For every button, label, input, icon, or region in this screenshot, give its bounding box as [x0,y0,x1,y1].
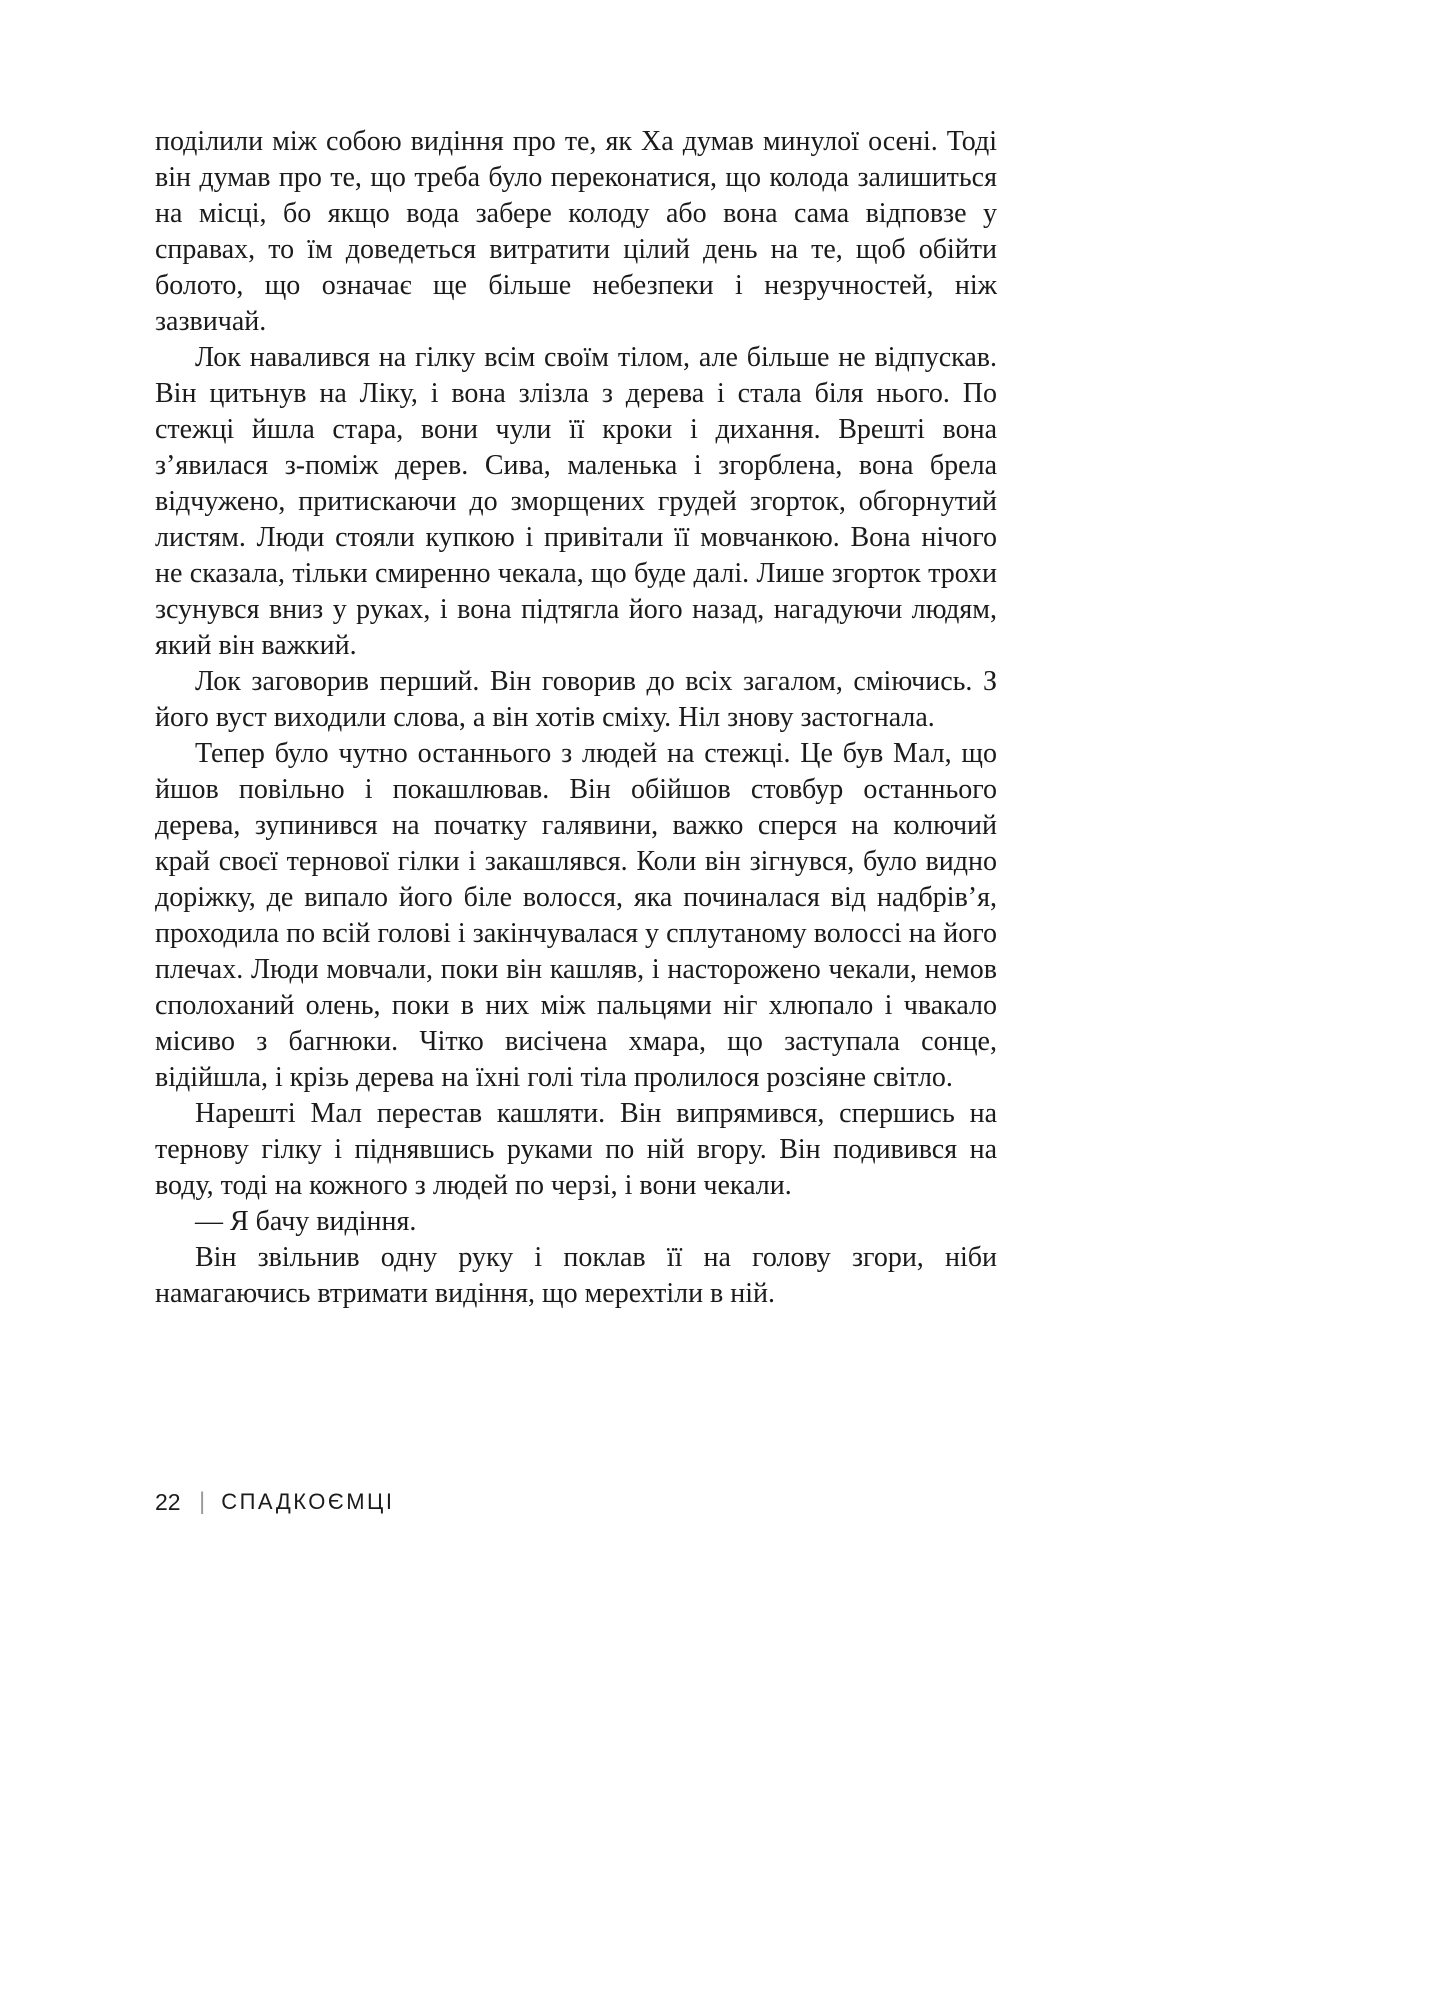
paragraph: Тепер було чутно останнього з людей на стежці. Це був Мал, що йшов повільно і покашлював. Він обійшов стовбур останнього дерева, зупинився на початку галявини, важко сперся на колючий край своєї тернової гілки і закашлявся. Коли він зігнувся, було видно доріжку, де випало його біле волосся, яка починалася від надбрів’я, проходила по всій голові і закінчувалася у сплутаному волоссі на його плечах. Люди мовчали, поки він кашляв, і насторожено чекали, немов сполоханий олень, поки в них між пальцями ніг хлюпало і чвакало місиво з багнюки. Чітко висічена хмара, що заступала сонце, відійшла, і крізь дерева на їхні голі тіла пролилося розсіяне світло. [155,738,997,1093]
paragraph: Лок заговорив перший. Він говорив до всіх загалом, сміючись. З його вуст виходили слова, а він хотів сміху. Ніл знову застогнала. [155,666,997,733]
paragraph: Нарешті Мал перестав кашляти. Він випрямився, спершись на тернову гілку і піднявшись руками по ній вгору. Він подивився на воду, тоді на кожного з людей по черзі, і вони чекали. [155,1098,997,1201]
running-title: СПАДКОЄМЦІ [221,1489,395,1514]
footer-separator: | [199,1488,206,1515]
paragraph-continuation: поділили між собою видіння про те, як Ха думав минулої осені. Тоді він думав про те, що треба було переконатися, що колода залишиться на місці, бо якщо вода забере колоду або вона сама відповзе у справах, то їм доведеться витратити цілий день на те, щоб обійти болото, що означає ще більше небезпеки і незручностей, ніж зазвичай. [155,126,997,337]
paragraph: Лок навалився на гілку всім своїм тілом, але більше не відпускав. Він цитьнув на Ліку, і вона злізла з дерева і стала біля нього. По стежці йшла стара, вони чули її кроки і дихання. Врешті вона з’явилася з-поміж дерев. Сива, маленька і згорблена, вона брела відчужено, притискаючи до зморщених грудей згорток, обгорнутий листям. Люди стояли купкою і привітали її мовчанкою. Вона нічого не сказала, тільки смиренно чекала, що буде далі. Лише згорток трохи зсунувся вниз у руках, і вона підтягла його назад, нагадуючи людям, який він важкий. [155,342,997,661]
body-text [155,124,997,1312]
page-number: 22 [155,1488,181,1515]
paragraph-dialogue: — Я бачу видіння. [195,1206,417,1237]
page-footer [155,1488,394,1516]
paragraph: Він звільнив одну руку і поклав її на голову згори, ніби намагаючись втримати видіння, що мерехтіли в ній. [155,1242,997,1309]
